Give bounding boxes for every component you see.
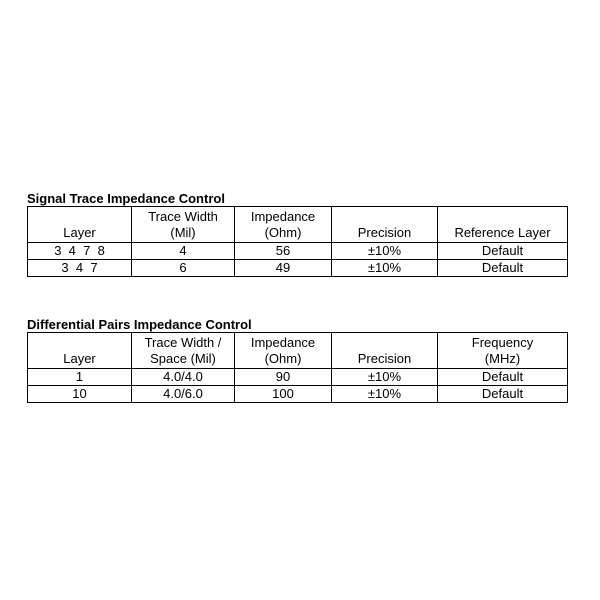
- cell-trace-width-space: 4.0/6.0: [132, 386, 235, 403]
- cell-precision: ±10%: [332, 386, 438, 403]
- header-line: (MHz): [484, 351, 521, 366]
- cell-precision: ±10%: [332, 369, 438, 386]
- header-impedance: [235, 333, 332, 369]
- header-line: Impedance: [250, 209, 316, 224]
- header-line: (Ohm): [264, 351, 302, 366]
- header-line: Trace Width: [148, 209, 218, 224]
- cell-layer: 10: [28, 386, 132, 403]
- cell-layer: 3 4 7: [28, 260, 132, 277]
- table-header-row: [28, 207, 568, 243]
- header-line: (Ohm): [264, 225, 302, 240]
- header-line: Layer: [63, 351, 96, 366]
- header-trace-width-space: [132, 333, 235, 369]
- cell-impedance: 100: [235, 386, 332, 403]
- header-precision: [332, 207, 438, 243]
- header-line: Frequency: [471, 335, 534, 350]
- header-frequency: [438, 333, 568, 369]
- diff-table-title: Differential Pairs Impedance Control: [27, 317, 252, 332]
- cell-impedance: 49: [235, 260, 332, 277]
- cell-impedance: 56: [235, 243, 332, 260]
- cell-precision: ±10%: [332, 243, 438, 260]
- cell-layer: 1: [28, 369, 132, 386]
- header-line: Space (Mil): [150, 351, 216, 366]
- table-row: [28, 369, 568, 386]
- header-trace-width: [132, 207, 235, 243]
- cell-impedance: 90: [235, 369, 332, 386]
- differential-pairs-section: [27, 317, 567, 403]
- header-line: Reference Layer: [454, 225, 551, 240]
- cell-trace-width-space: 4.0/4.0: [132, 369, 235, 386]
- header-line: Precision: [357, 225, 412, 240]
- signal-trace-table: [27, 206, 568, 277]
- header-precision: [332, 333, 438, 369]
- header-layer: [28, 333, 132, 369]
- signal-table-title: Signal Trace Impedance Control: [27, 191, 225, 206]
- header-line: Impedance: [250, 335, 316, 350]
- cell-frequency: Default: [438, 369, 568, 386]
- header-impedance: [235, 207, 332, 243]
- cell-layer: 3 4 7 8: [28, 243, 132, 260]
- table-row: [28, 386, 568, 403]
- header-layer: [28, 207, 132, 243]
- cell-trace-width: 6: [132, 260, 235, 277]
- cell-trace-width: 4: [132, 243, 235, 260]
- differential-pairs-table: [27, 332, 568, 403]
- cell-precision: ±10%: [332, 260, 438, 277]
- cell-frequency: Default: [438, 386, 568, 403]
- table-row: [28, 260, 568, 277]
- cell-reference-layer: Default: [438, 243, 568, 260]
- cell-reference-layer: Default: [438, 260, 568, 277]
- table-header-row: [28, 333, 568, 369]
- signal-trace-section: [27, 191, 567, 277]
- header-line: (Mil): [170, 225, 196, 240]
- header-reference-layer: [438, 207, 568, 243]
- table-row: [28, 243, 568, 260]
- header-line: Layer: [63, 225, 96, 240]
- header-line: Trace Width /: [144, 335, 222, 350]
- header-line: Precision: [357, 351, 412, 366]
